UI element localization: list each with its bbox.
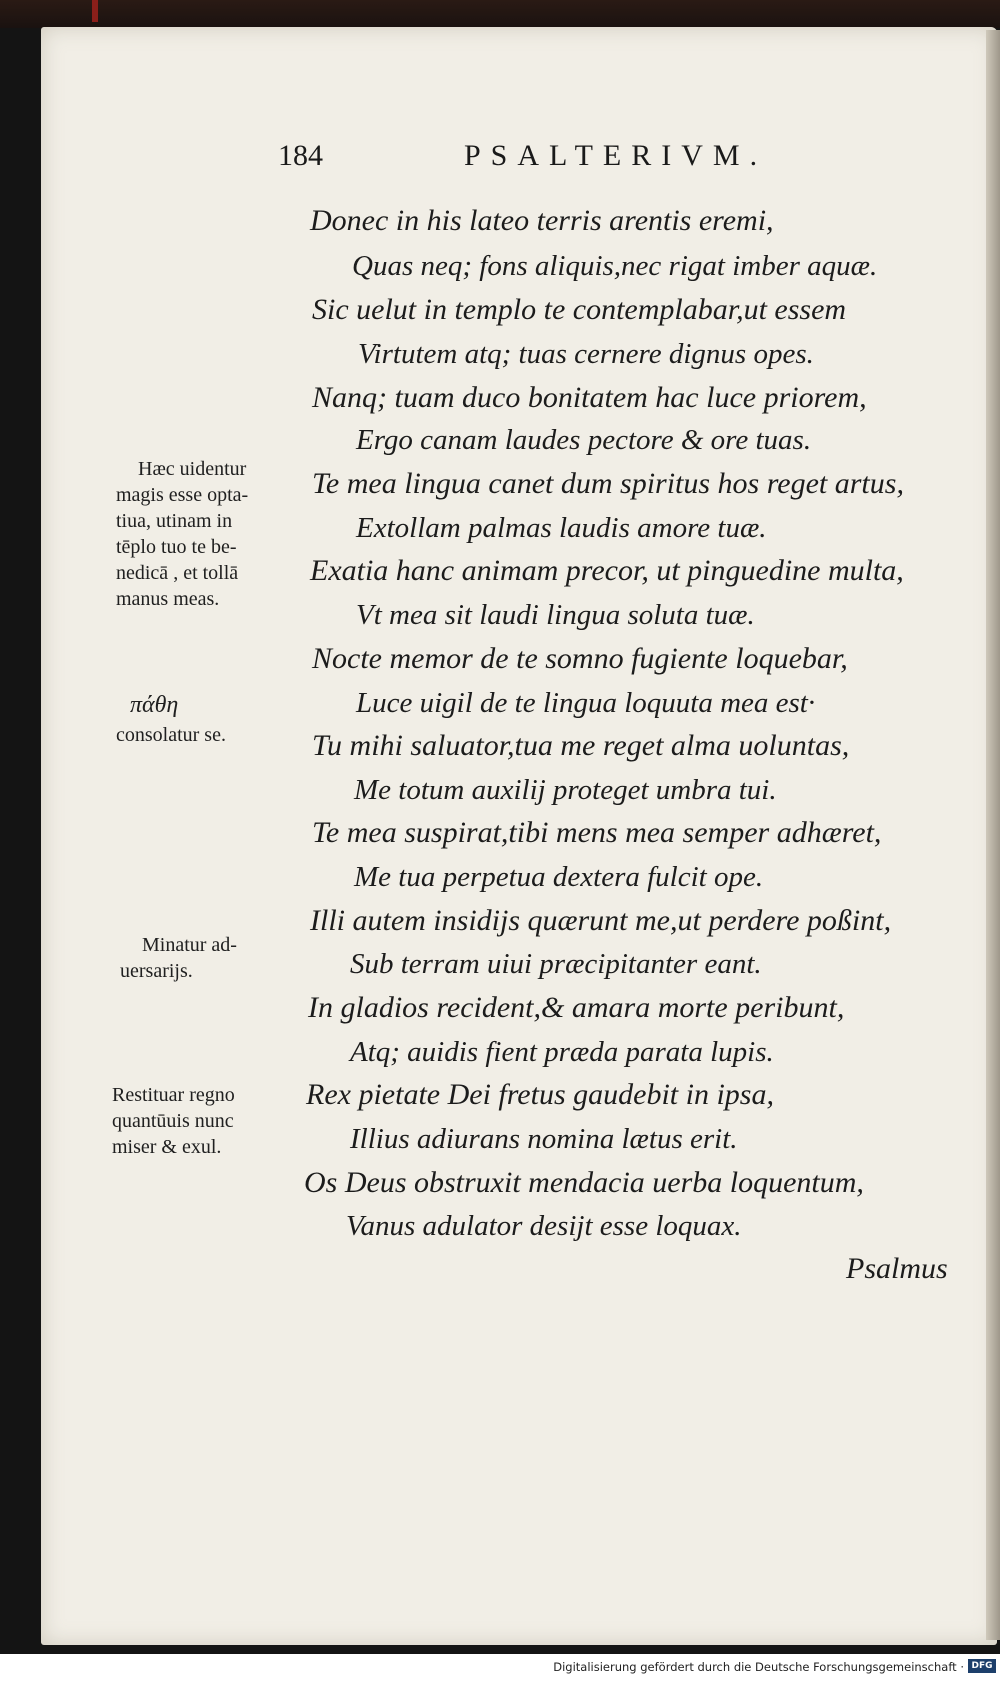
running-title: PSALTERIVM. <box>464 139 768 172</box>
margin-note-line: tēplo tuo te be- <box>116 536 237 558</box>
dfg-logo-icon: DFG <box>968 1659 996 1673</box>
margin-note-line: Minatur ad- <box>142 934 237 956</box>
book-edge-top <box>0 0 1000 28</box>
verse-line: Illi autem insidijs quærunt me,ut perdere poßint, <box>310 904 892 937</box>
verse-line: Rex pietate Dei fretus gaudebit in ipsa, <box>306 1078 774 1111</box>
margin-note-line: consolatur se. <box>116 724 226 746</box>
margin-note <box>112 1082 235 1160</box>
page-number: 184 <box>278 139 323 172</box>
margin-note-line: quantūuis nunc <box>112 1110 234 1132</box>
verse-line: Os Deus obstruxit mendacia uerba loquentum, <box>304 1166 864 1199</box>
margin-note-line: magis esse opta- <box>116 484 249 506</box>
verse-line: Te mea suspirat,tibi mens mea semper adhæret, <box>312 816 882 849</box>
verse-line: Tu mihi saluator,tua me reget alma uoluntas, <box>312 729 850 762</box>
verse-line: Nanq; tuam duco bonitatem hac luce priorem, <box>312 381 867 414</box>
margin-note-line: Restituar regno <box>112 1084 235 1106</box>
margin-note-line: manus meas. <box>116 588 220 610</box>
verse-line: Ergo canam laudes pectore & ore tuas. <box>356 424 812 456</box>
margin-note <box>120 932 237 984</box>
footer <box>0 1654 1000 1682</box>
verse-line: Virtutem atq; tuas cernere dignus opes. <box>358 338 814 370</box>
verse-line: Te mea lingua canet dum spiritus hos reget artus, <box>312 467 904 500</box>
verse-line: Sic uelut in templo te contemplabar,ut essem <box>312 293 847 326</box>
verse-line: Nocte memor de te somno fugiente loquebar, <box>312 642 848 675</box>
verse-line: Illius adiurans nomina lætus erit. <box>350 1123 738 1155</box>
catchword: Psalmus <box>846 1252 948 1285</box>
margin-note-line: nedicā , et tollā <box>116 562 239 584</box>
verse-line: Sub terram uiui præcipitanter eant. <box>350 948 762 980</box>
margin-note-line: πάθη <box>130 692 179 718</box>
margin-note <box>116 456 248 612</box>
verse-line: In gladios recident,& amara morte peribunt, <box>308 991 845 1024</box>
footer-credit: Digitalisierung gefördert durch die Deutsche Forschungsgemeinschaft · <box>553 1660 964 1674</box>
verse-line: Me tua perpetua dextera fulcit ope. <box>354 861 764 893</box>
verse-line: Me totum auxilij proteget umbra tui. <box>354 774 777 806</box>
margin-note-line: miser & exul. <box>112 1136 222 1158</box>
page-edge-shadow <box>986 30 1000 1640</box>
verse-line: Vt mea sit laudi lingua soluta tuæ. <box>356 599 755 631</box>
margin-note <box>116 688 226 748</box>
margin-note-line: uersarijs. <box>120 960 193 982</box>
verse-line: Donec in his lateo terris arentis eremi, <box>310 204 774 237</box>
verse-line: Exatia hanc animam precor, ut pinguedine multa, <box>310 554 904 587</box>
ribbon-marker <box>92 0 98 22</box>
margin-note-line: tiua, utinam in <box>116 510 233 532</box>
verse-line: Luce uigil de te lingua loquuta mea est· <box>356 687 816 719</box>
verse-line: Quas neq; fons aliquis,nec rigat imber aquæ. <box>352 250 878 282</box>
verse-line: Extollam palmas laudis amore tuæ. <box>356 512 767 544</box>
verse-line: Atq; auidis fient præda parata lupis. <box>350 1036 774 1068</box>
verse-line: Vanus adulator desijt esse loquax. <box>346 1210 742 1242</box>
margin-note-line: Hæc uidentur <box>138 458 247 480</box>
running-header <box>278 139 838 179</box>
